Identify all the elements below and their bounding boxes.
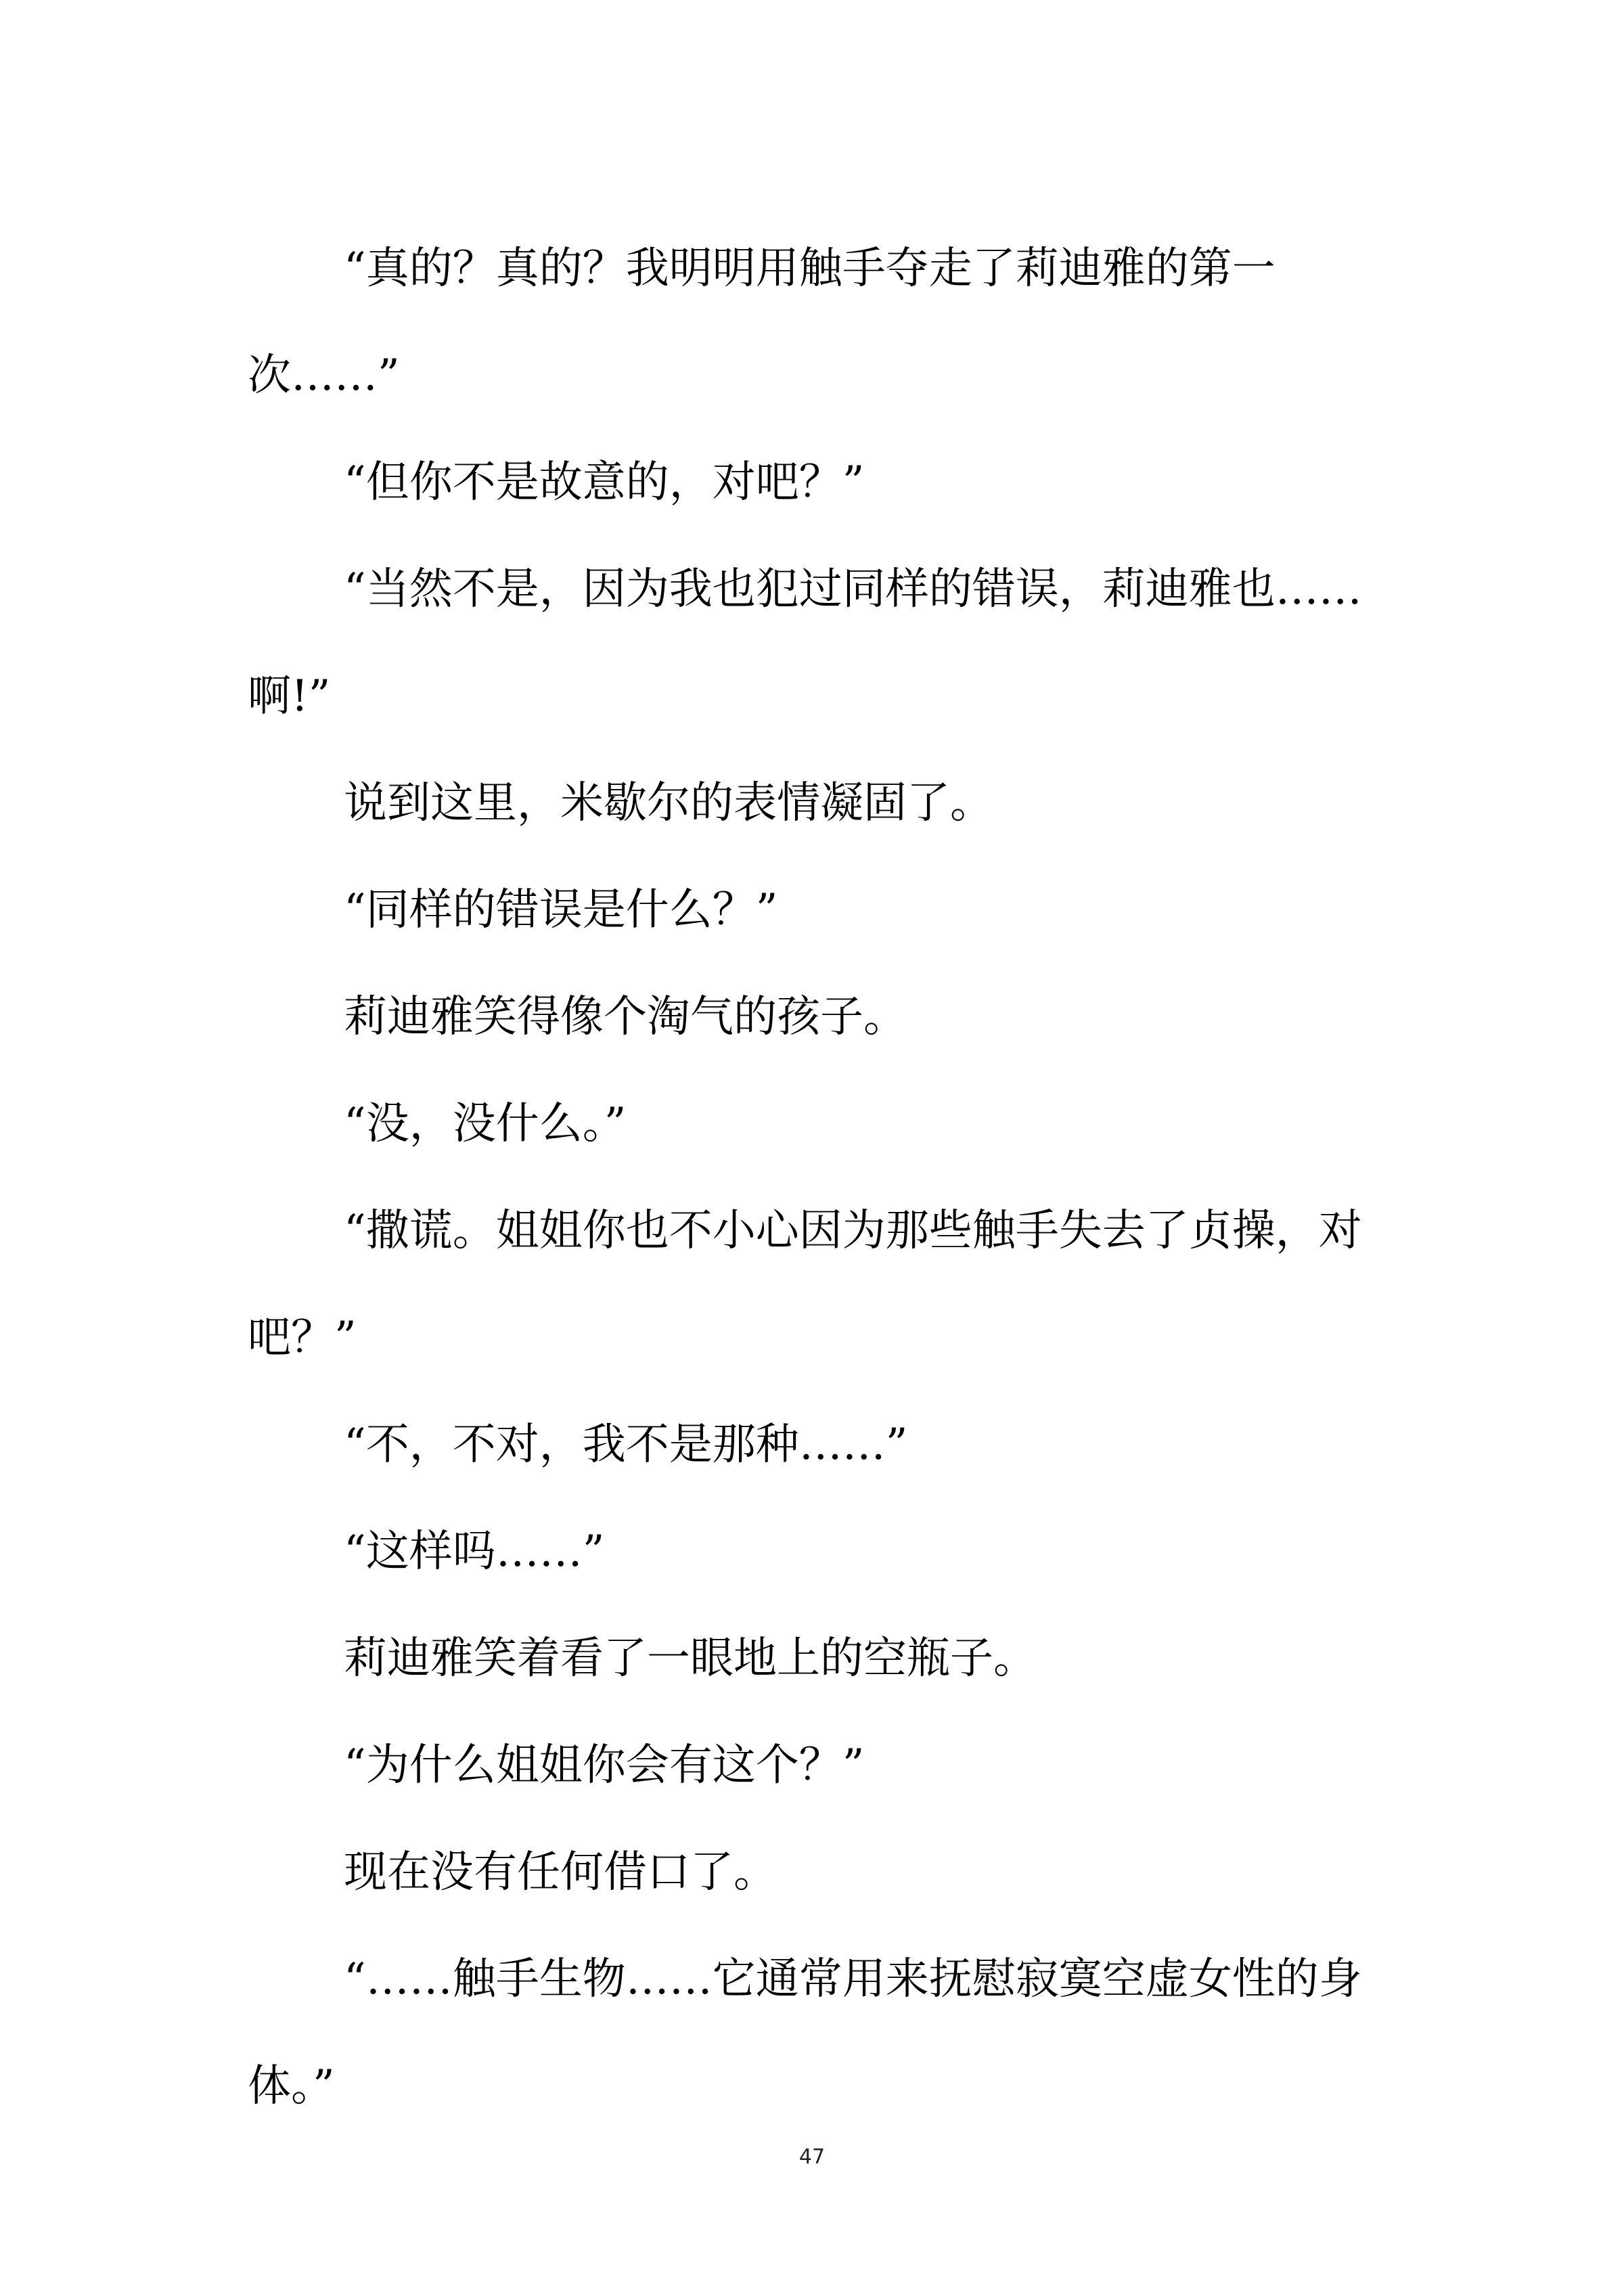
- paragraph: 现在没有任何借口了。: [344, 1847, 777, 1897]
- paragraph: “同样的错误是什么？”: [344, 885, 778, 935]
- paragraph: “但你不是故意的，对吧？”: [344, 457, 865, 508]
- paragraph: “没，没什么。”: [344, 1099, 627, 1149]
- paragraph: 莉迪雅笑得像个淘气的孩子。: [344, 992, 907, 1042]
- paragraph: “撒谎。姐姐你也不小心因为那些触手失去了贞操，对吧？”: [248, 1206, 1362, 1363]
- body-text: [248, 215, 1384, 2140]
- page-number: 47: [798, 2145, 826, 2169]
- paragraph: “……触手生物……它通常用来抚慰寂寞空虚女性的身体。”: [248, 1954, 1362, 2111]
- paragraph: 莉迪雅笑着看了一眼地上的空瓶子。: [344, 1634, 1037, 1684]
- paragraph: “当然不是，因为我也犯过同样的错误，莉迪雅也……啊!”: [248, 564, 1362, 721]
- paragraph: “为什么姐姐你会有这个？”: [344, 1740, 865, 1791]
- paragraph: 说到这里，米歇尔的表情凝固了。: [344, 778, 993, 828]
- paragraph: “不，不对，我不是那种……”: [344, 1420, 908, 1470]
- paragraph: “这样吗……”: [344, 1527, 605, 1577]
- paragraph: “真的？真的？我明明用触手夺走了莉迪雅的第一次……”: [248, 244, 1276, 401]
